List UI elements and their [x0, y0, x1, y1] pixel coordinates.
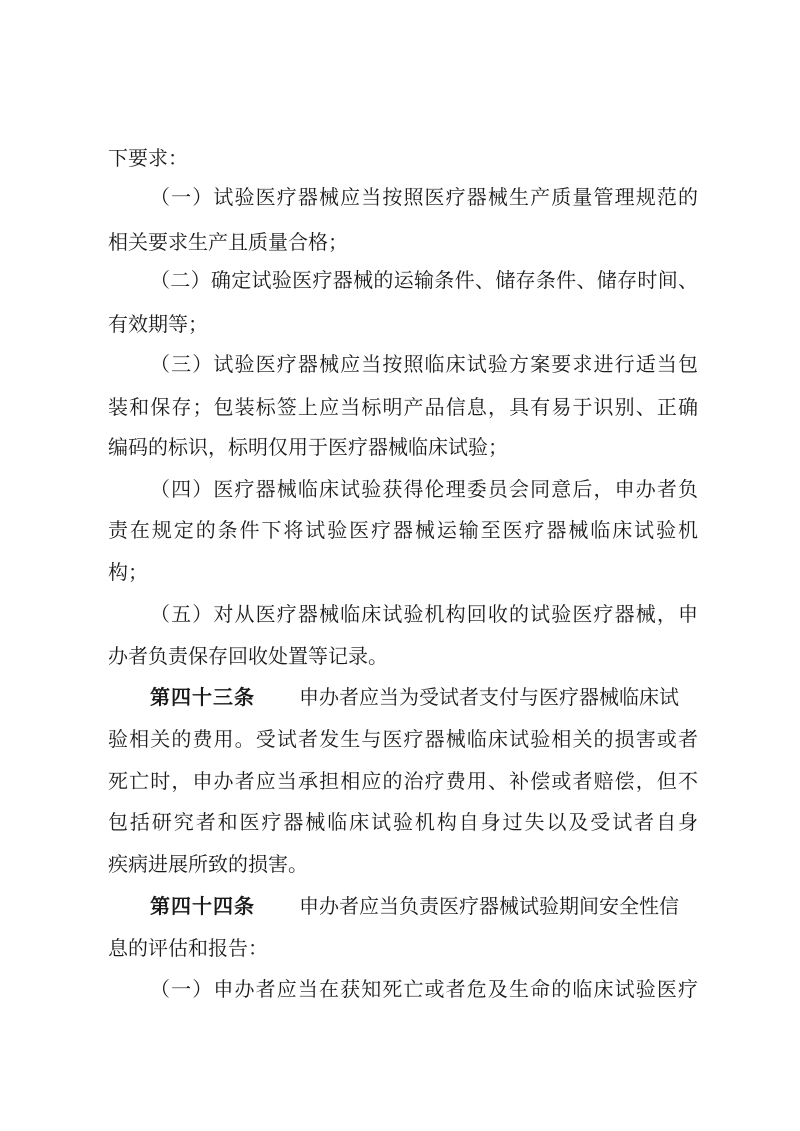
text-line: 验相关的费用。受试者发生与医疗器械临床试验相关的损害或者	[108, 727, 698, 751]
text-line: 下要求：	[108, 146, 188, 170]
text-line: 办者负责保存回收处置等记录。	[108, 644, 388, 668]
article-line	[150, 892, 698, 920]
text-line: （二）确定试验医疗器械的运输条件、储存条件、储存时间、	[150, 268, 698, 292]
text-line: （四）医疗器械临床试验获得伦理委员会同意后，申办者负	[150, 477, 698, 501]
article-text: 申办者应当为受试者支付与医疗器械临床试	[299, 685, 679, 709]
text-line: 包括研究者和医疗器械临床试验机构自身过失以及受试者自身	[108, 810, 698, 834]
text-line: 息的评估和报告：	[108, 936, 268, 960]
text-line: 疾病进展所致的损害。	[108, 852, 308, 876]
article-text: 申办者应当负责医疗器械试验期间安全性信	[299, 894, 679, 918]
text-line: 编码的标识，标明仅用于医疗器械临床试验；	[108, 435, 508, 459]
text-line: 死亡时，申办者应当承担相应的治疗费用、补偿或者赔偿，但不	[108, 769, 698, 793]
text-line: 有效期等；	[108, 312, 208, 336]
text-line: （三）试验医疗器械应当按照临床试验方案要求进行适当包	[150, 352, 698, 376]
text-line: 相关要求生产且质量合格；	[108, 230, 348, 254]
article-heading: 第四十四条	[150, 894, 255, 918]
text-line: 装和保存；包装标签上应当标明产品信息，具有易于识别、正确	[108, 395, 698, 419]
text-line: （五）对从医疗器械临床试验机构回收的试验医疗器械，申	[150, 602, 698, 626]
article-heading: 第四十三条	[150, 685, 255, 709]
text-line: （一）试验医疗器械应当按照医疗器械生产质量管理规范的	[150, 185, 698, 209]
text-line: （一）申办者应当在获知死亡或者危及生命的临床试验医疗	[150, 977, 698, 1001]
article-line	[150, 683, 698, 711]
text-line: 构；	[108, 560, 148, 584]
text-line: 责在规定的条件下将试验医疗器械运输至医疗器械临床试验机	[108, 518, 698, 542]
